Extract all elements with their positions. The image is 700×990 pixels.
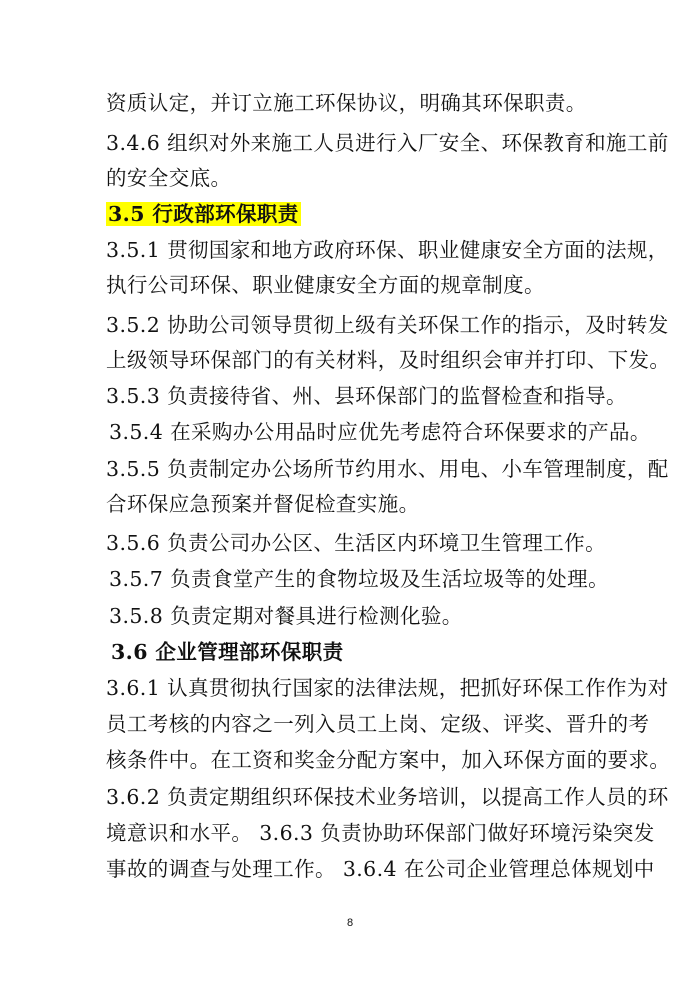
page-number: 8: [346, 917, 354, 929]
body-text-line: 3.5.8 负责定期对餐具进行检测化验。: [109, 604, 463, 628]
body-text-line: 3.5.6 负责公司办公区、生活区内环境卫生管理工作。: [106, 531, 606, 555]
body-text-line: 核条件中。在工资和奖金分配方案中，加入环保方面的要求。: [106, 748, 671, 772]
body-text-line: 合环保应急预案并督促检查实施。: [106, 492, 420, 516]
body-text-line: 3.5.3 负责接待省、州、县环保部门的监督检查和指导。: [106, 384, 627, 408]
section-heading-3-6: 3.6 企业管理部环保职责: [111, 640, 344, 664]
body-text-line: 3.6.2 负责定期组织环保技术业务培训，以提高工作人员的环: [106, 785, 669, 809]
body-text-line: 执行公司环保、职业健康安全方面的规章制度。: [106, 273, 545, 297]
body-text-line: 3.4.6 组织对外来施工人员进行入厂安全、环保教育和施工前: [106, 131, 669, 155]
body-text-line: 资质认定，并订立施工环保协议，明确其环保职责。: [106, 91, 587, 115]
body-text-line: 3.5.1 贯彻国家和地方政府环保、职业健康安全方面的法规，: [106, 238, 669, 262]
section-heading-3-5: [106, 200, 606, 228]
body-text-line: 3.5.7 负责食堂产生的食物垃圾及生活垃圾等的处理。: [109, 567, 609, 591]
body-text-line: 3.6.1 认真贯彻执行国家的法律法规，把抓好环保工作作为对: [106, 676, 669, 700]
body-text-line: 3.5.5 负责制定办公场所节约用水、用电、小车管理制度，配: [106, 457, 669, 481]
body-text-line: 员工考核的内容之一列入员工上岗、定级、评奖、晋升的考: [106, 712, 650, 736]
body-text-line: 境意识和水平。 3.6.3 负责协助环保部门做好环境污染突发: [106, 821, 655, 845]
body-text-line: 上级领导环保部门的有关材料，及时组织会审并打印、下发。: [106, 348, 671, 372]
body-text-line: 的安全交底。: [106, 166, 232, 190]
body-text-line: 事故的调查与处理工作。 3.6.4 在公司企业管理总体规划中: [106, 857, 655, 881]
body-text-line: 3.5.2 协助公司领导贯彻上级有关环保工作的指示，及时转发: [106, 313, 669, 337]
highlighted-heading-text: 3.5 行政部环保职责: [108, 202, 299, 226]
body-text-line: 3.5.4 在采购办公用品时应优先考虑符合环保要求的产品。: [109, 420, 651, 444]
